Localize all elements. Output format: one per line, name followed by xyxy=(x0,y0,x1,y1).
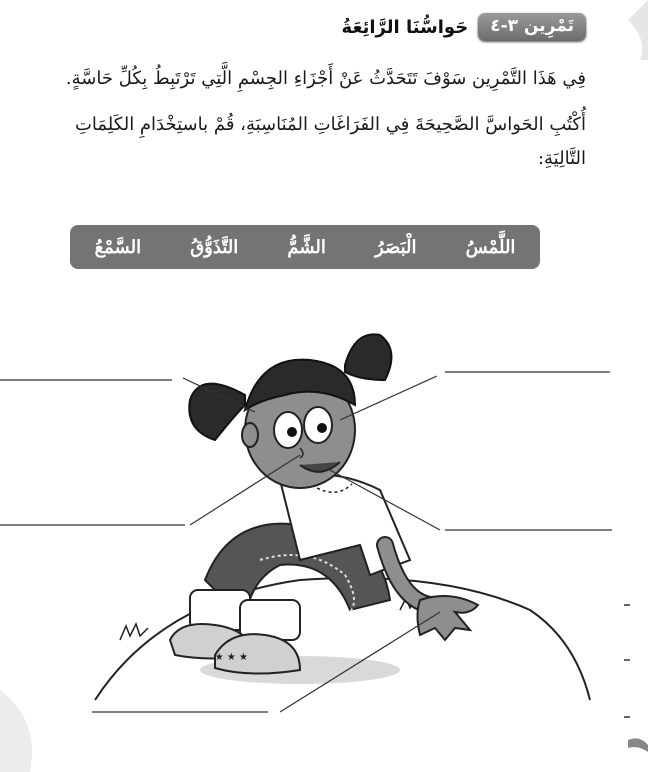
word-taste: التَّذَوُّقُ xyxy=(190,236,239,258)
ear xyxy=(242,423,258,447)
right-pupil xyxy=(317,423,327,433)
right-pigtail xyxy=(345,334,391,380)
left-pigtail xyxy=(189,384,245,440)
intro-paragraph: فِي هَذَا التَّمْرِين سَوْفَ تَتَحَدَّثُ عَنْ أَجْزَاءِ الجِسْمِ الَّتِي تَرْتَبِطُ بِكُلِّ حَاسَّةٍ. xyxy=(65,68,586,89)
word-sight: الْبَصَرُ xyxy=(375,236,417,258)
exercise-badge: تَمْرِين ٣-٤ xyxy=(478,13,586,41)
exercise-title: حَواسُّنَا الرَّائِعَةُ xyxy=(341,16,469,38)
left-pupil xyxy=(287,427,297,437)
word-hearing: السَّمْعُ xyxy=(94,236,142,258)
page-edge-decoration xyxy=(628,738,648,752)
word-touch: اللَّمْسُ xyxy=(465,236,516,258)
grass-tuft-left xyxy=(120,624,148,640)
task-paragraph: أُكْتُبِ الحَواسَّ الصَّحِيحَةَ فِي الفَرَاغَاتِ المُنَاسِبَةِ، قُمْ باستِخْدَامِ الكَلِمَاتِ التَّالِيَةِ: xyxy=(74,114,586,169)
page-swirl-decoration xyxy=(0,690,32,772)
shoe-stars: ★ ★ ★ xyxy=(214,652,248,663)
page-corner-decoration xyxy=(628,0,648,60)
word-smell: الشَّمُّ xyxy=(287,236,326,258)
